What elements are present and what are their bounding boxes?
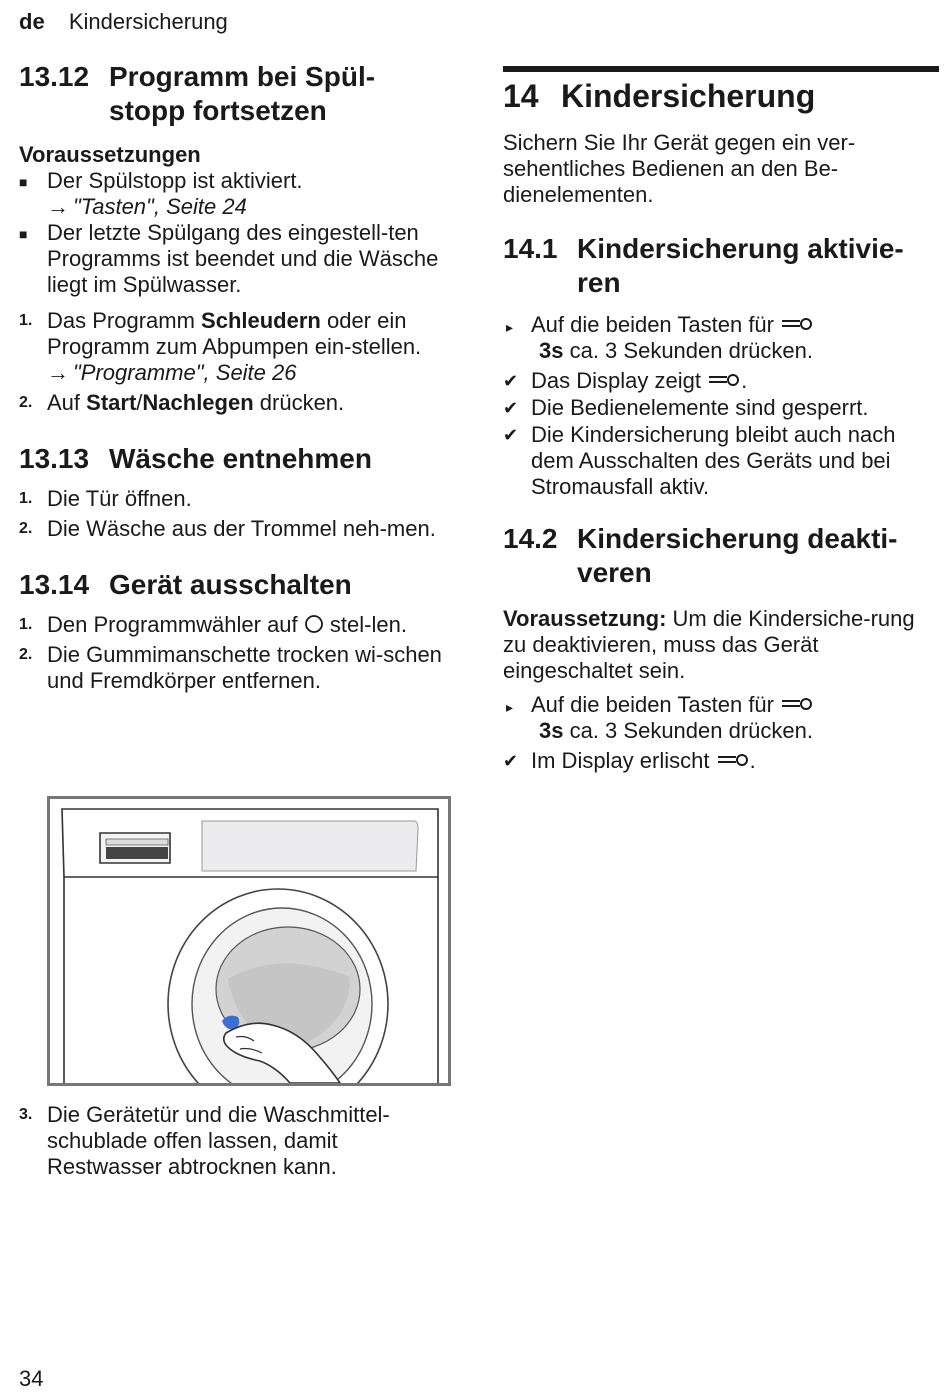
section-title: Programm bei Spül-stopp fortsetzen: [109, 61, 376, 126]
list-item: 1. Den Programmwähler auf stel-len.: [19, 612, 407, 637]
language-code: de: [19, 9, 45, 34]
off-circle-icon: [304, 614, 324, 634]
chapter-title: Kindersicherung: [561, 78, 816, 114]
list-item: ✔ Das Display zeigt .: [503, 368, 748, 393]
step-3: [19, 1102, 455, 1180]
list-item: ▸ Auf die beiden Tasten für 3s ca. 3 Sekunden drücken.: [506, 312, 813, 363]
key-lock-icon: [716, 752, 750, 768]
washing-machine-drawing: [50, 799, 448, 1083]
list-item: 1. Die Tür öffnen.: [19, 486, 192, 511]
action-list: [503, 692, 939, 774]
section-title: Wäsche entnehmen: [109, 443, 372, 474]
list-item: 2. Auf Start/Nachlegen drücken.: [19, 390, 345, 415]
section-title: Gerät ausschalten: [109, 569, 352, 600]
square-bullet-icon: ■: [19, 226, 28, 242]
check-icon: ✔: [503, 751, 519, 771]
section-number: 13.14: [19, 569, 90, 600]
section-13-12-heading: [19, 60, 455, 128]
page-header: [19, 9, 228, 35]
prereq-paragraph: Voraussetzung: Um die Kindersiche-rung zu deaktivieren, muss das Gerät eingeschaltet sein.: [503, 606, 915, 683]
list-item: 3. Die Gerätetür und die Waschmittel-schublade offen lassen, damit Restwasser abtrocknen kann.: [19, 1102, 390, 1179]
step-number: 1.: [19, 616, 33, 633]
step-list: [19, 308, 455, 416]
list-item: 2. Die Gummimanschette trocken wi-schen und Fremdkörper entfernen.: [19, 642, 442, 693]
square-bullet-icon: ■: [19, 174, 28, 190]
cross-reference: → "Tasten", Seite 24: [47, 194, 247, 219]
key-lock-icon: [780, 696, 814, 712]
action-list: [503, 312, 939, 500]
arrow-right-icon: →: [47, 360, 69, 385]
section-divider: [503, 66, 939, 72]
section-number: 13.12: [19, 61, 90, 92]
page-number: 34: [19, 1366, 44, 1391]
header-title: Kindersicherung: [68, 9, 228, 34]
step-number: 1.: [19, 490, 33, 507]
list-item: ▸ Auf die beiden Tasten für 3s ca. 3 Sekunden drücken.: [506, 692, 813, 743]
right-column: [503, 66, 939, 774]
chapter-14-heading: [503, 76, 939, 116]
prereq-list: [19, 168, 455, 298]
left-column: [19, 60, 455, 694]
section-number: 14.2: [503, 523, 558, 554]
section-number: 14.1: [503, 233, 558, 264]
section-14-1-heading: [503, 232, 939, 300]
list-item: ✔ Die Bedienelemente sind gesperrt.: [503, 395, 869, 420]
section-title: Kindersicherung deakti-veren: [577, 523, 898, 588]
list-item: 2. Die Wäsche aus der Trommel neh-men.: [19, 516, 436, 541]
section-13-13-heading: [19, 442, 455, 476]
list-item: ✔ Die Kindersicherung bleibt auch nach dem Ausschalten des Geräts und bei Stromausfall aktiv.: [503, 422, 896, 499]
check-icon: ✔: [503, 371, 519, 391]
intro-text: Sichern Sie Ihr Gerät gegen ein ver-sehentliches Bedienen an den Be-dienelementen.: [503, 130, 856, 207]
step-list: [19, 612, 455, 694]
check-icon: ✔: [503, 398, 519, 418]
step-number: 1.: [19, 312, 33, 329]
list-item: ✔ Im Display erlischt .: [503, 748, 756, 773]
step-list: [19, 486, 455, 542]
washing-machine-illustration: [47, 796, 451, 1086]
section-title: Kindersicherung aktivie-ren: [577, 233, 904, 298]
section-14-2-heading: [503, 522, 939, 590]
list-item: ■ Der Spülstopp ist aktiviert. → "Tasten", Seite 24: [19, 168, 455, 220]
triangle-bullet-icon: ▸: [506, 319, 514, 335]
key-lock-icon: [707, 372, 741, 388]
step-number: 2.: [19, 646, 33, 663]
section-number: 13.13: [19, 443, 90, 474]
chapter-number: 14: [503, 78, 539, 114]
list-item: 1. Das Programm Schleudern oder ein Programm zum Abpumpen ein-stellen. → "Programme", Seite 26: [19, 308, 455, 386]
cross-reference: → "Programme", Seite 26: [47, 360, 297, 385]
step-number: 2.: [19, 394, 33, 411]
step-number: 3.: [19, 1106, 33, 1123]
section-13-14-heading: [19, 568, 455, 602]
triangle-bullet-icon: ▸: [506, 699, 514, 715]
arrow-right-icon: →: [47, 194, 69, 219]
prereq-label: Voraussetzungen: [19, 142, 201, 167]
step-number: 2.: [19, 520, 33, 537]
key-lock-icon: [780, 316, 814, 332]
check-icon: ✔: [503, 425, 519, 445]
step-list: [19, 1102, 455, 1180]
list-item: ■ Der letzte Spülgang des eingestell-ten Programms ist beendet und die Wäsche liegt im Spülwasser.: [19, 220, 439, 297]
